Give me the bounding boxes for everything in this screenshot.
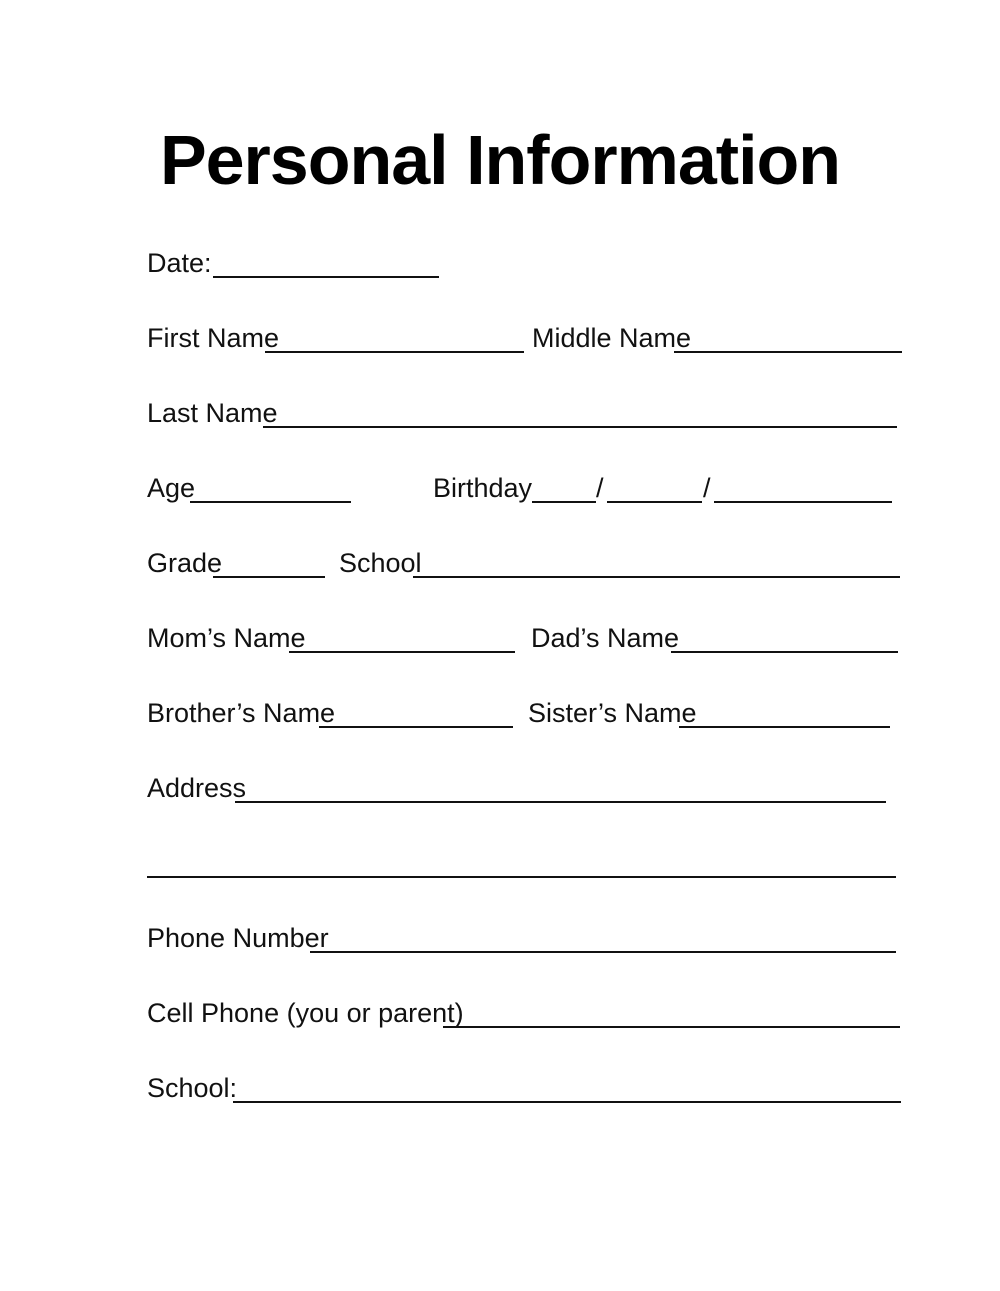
sisters-name-label: Sister’s Name — [528, 698, 697, 728]
address-label: Address — [147, 773, 247, 803]
birthday-separator-2: / — [703, 473, 711, 503]
dads-name-blank[interactable] — [671, 651, 898, 653]
cell-phone-blank[interactable] — [443, 1026, 900, 1028]
brothers-name-blank[interactable] — [319, 726, 513, 728]
moms-name-blank[interactable] — [289, 651, 515, 653]
date-blank[interactable] — [213, 276, 439, 278]
moms-name-label: Mom’s Name — [147, 623, 306, 653]
dads-name-label: Dad’s Name — [531, 623, 680, 653]
last-name-label: Last Name — [147, 398, 278, 428]
address-blank-line-2[interactable] — [147, 876, 896, 878]
phone-number-blank[interactable] — [310, 951, 896, 953]
school-short-label: School — [339, 548, 422, 578]
brothers-name-label: Brother’s Name — [147, 698, 336, 728]
date-label: Date: — [147, 248, 212, 278]
birthday-month-blank[interactable] — [532, 501, 596, 503]
first-name-blank[interactable] — [265, 351, 524, 353]
school-label: School: — [147, 1073, 238, 1103]
middle-name-label: Middle Name — [532, 323, 692, 353]
grade-label: Grade — [147, 548, 223, 578]
sisters-name-blank[interactable] — [679, 726, 890, 728]
phone-number-label: Phone Number — [147, 923, 329, 953]
cell-phone-label: Cell Phone (you or parent) — [147, 998, 464, 1028]
first-name-label: First Name — [147, 323, 280, 353]
address-blank-line-1[interactable] — [235, 801, 886, 803]
last-name-blank[interactable] — [263, 426, 897, 428]
school-short-blank[interactable] — [413, 576, 900, 578]
school-blank[interactable] — [233, 1101, 901, 1103]
age-blank[interactable] — [190, 501, 351, 503]
birthday-label: Birthday — [433, 473, 533, 503]
birthday-day-blank[interactable] — [607, 501, 702, 503]
middle-name-blank[interactable] — [674, 351, 902, 353]
birthday-separator-1: / — [596, 473, 604, 503]
grade-blank[interactable] — [213, 576, 325, 578]
age-label: Age — [147, 473, 196, 503]
birthday-year-blank[interactable] — [714, 501, 892, 503]
page-title: Personal Information — [159, 121, 841, 199]
